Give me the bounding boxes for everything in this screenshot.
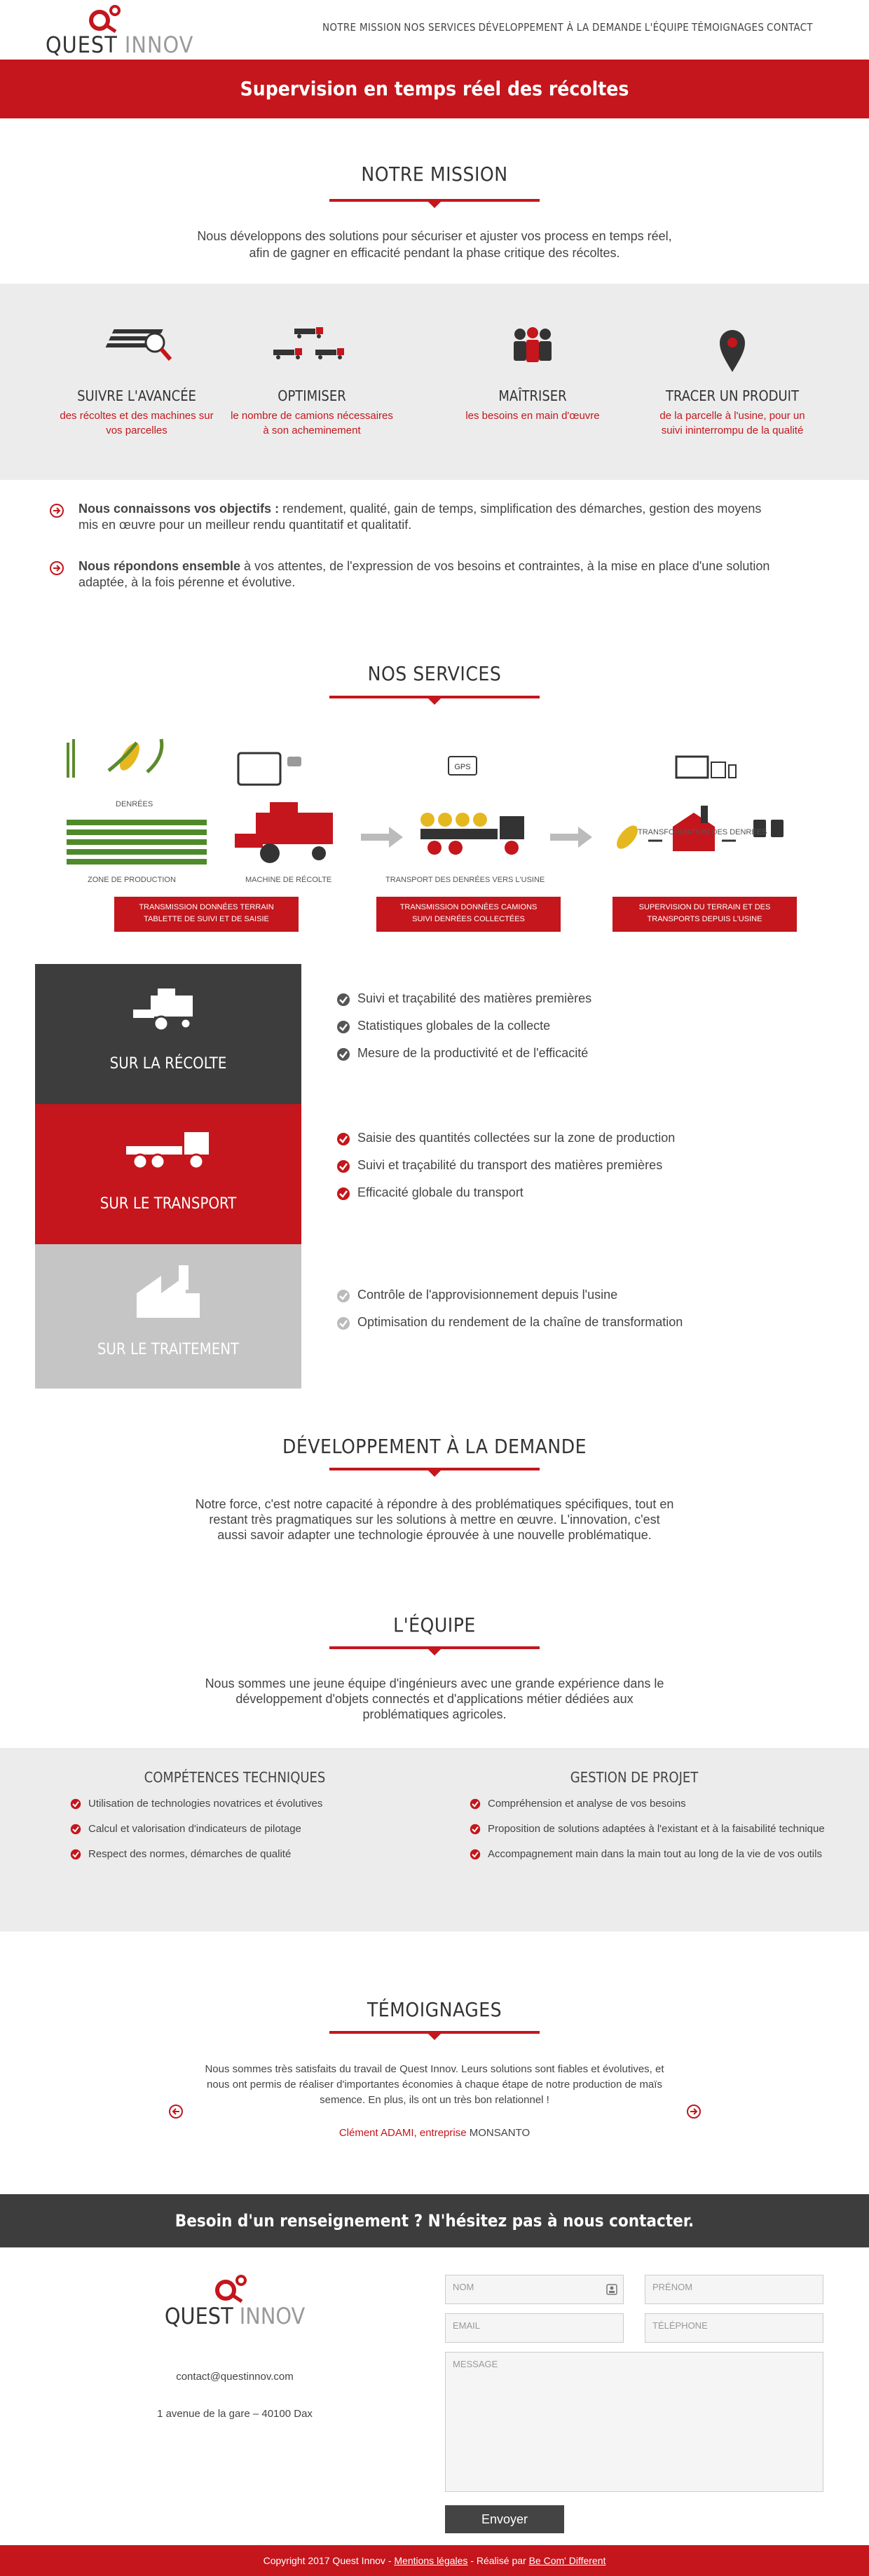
testimonials-title-underline xyxy=(329,2031,540,2034)
testimonial-quote-line-2: nous ont permis de réaliser d'importantes économies à chaque étape de notre production de maïs xyxy=(207,2079,662,2091)
main-nav xyxy=(322,21,813,34)
list-item-text: Accompagnement main dans la main tout au long de la vie de vos outils xyxy=(488,1848,822,1860)
check-circle-icon xyxy=(470,1849,481,1860)
list-item xyxy=(336,1158,675,1185)
list-item-text: Calcul et valorisation d'indicateurs de pilotage xyxy=(88,1823,301,1835)
telephone-field[interactable] xyxy=(645,2313,823,2343)
testimonial-prev-icon[interactable] xyxy=(168,2104,184,2119)
mission-bullet-objectifs-line-1 xyxy=(78,501,827,517)
footer-legal-link[interactable]: Mentions légales xyxy=(394,2555,468,2566)
testimonial-author-name: Clément ADAMI, entreprise xyxy=(338,2127,467,2139)
field-icon xyxy=(67,820,207,865)
service-box-terrain-line-2: TABLETTE DE SUIVI ET DE SAISIE xyxy=(144,915,269,923)
tile-traitement-list xyxy=(336,1288,683,1342)
contact-email[interactable]: contact@questinnov.com xyxy=(176,2371,294,2383)
team-text-line-2: développement d'objets connectés et d'applications métier dédiées aux xyxy=(235,1692,634,1706)
list-item xyxy=(336,1131,675,1158)
gps-label: GPS xyxy=(454,763,471,771)
service-box-supervision xyxy=(613,897,797,932)
team-col-gestion-title: GESTION DE PROJET xyxy=(570,1769,699,1786)
logo-mark-icon xyxy=(210,2273,252,2303)
check-circle-icon xyxy=(336,1316,350,1330)
list-item-text: Saisie des quantités collectées sur la zone de production xyxy=(357,1131,676,1145)
logo-mark-icon xyxy=(84,4,126,33)
diagram-label-transport: TRANSPORT DES DENRÉES VERS L'USINE xyxy=(385,876,545,884)
combine-harvester-icon xyxy=(235,802,333,863)
feature-suivre-desc-2: vos parcelles xyxy=(106,425,167,436)
team-col-competences-list xyxy=(70,1797,399,1873)
footer-logo xyxy=(161,2273,308,2329)
footer-logo-wordmark xyxy=(161,2303,308,2329)
testimonial-company: MONSANTO xyxy=(469,2127,531,2139)
contact-address: 1 avenue de la gare – 40100 Dax xyxy=(157,2408,313,2420)
list-item xyxy=(336,1046,591,1073)
combine-harvester-icon xyxy=(130,985,207,1034)
feature-maitriser-desc-1: les besoins en main d'œuvre xyxy=(465,410,600,422)
check-circle-icon xyxy=(336,1289,350,1303)
service-box-terrain xyxy=(114,897,299,932)
mission-bullet-repondons xyxy=(49,558,827,593)
list-item xyxy=(470,1822,827,1836)
check-circle-icon xyxy=(336,1187,350,1201)
list-item-text: Compréhension et analyse de vos besoins xyxy=(488,1798,686,1810)
mission-intro-line-1: Nous développons des solutions pour sécuriser et ajuster vos process en temps réel, xyxy=(197,229,672,243)
service-box-terrain-line-1: TRANSMISSION DONNÉES TERRAIN xyxy=(139,903,274,911)
feature-suivre-desc xyxy=(49,408,224,438)
testimonial-quote xyxy=(182,2062,687,2108)
mission-bullet-repondons-text xyxy=(78,558,827,591)
mission-bullet-objectifs-text-1: rendement, qualité, gain de temps, simplification des démarches, gestion des moyens xyxy=(279,502,762,516)
check-circle-icon xyxy=(336,1047,350,1061)
service-box-camions-line-1: TRANSMISSION DONNÉES CAMIONS xyxy=(399,903,538,911)
arrow-circle-icon xyxy=(49,503,64,518)
list-item xyxy=(70,1797,399,1811)
feature-optimiser xyxy=(224,326,399,438)
mission-features-band xyxy=(0,284,869,480)
tile-transport-list xyxy=(336,1131,675,1213)
trucks-icon xyxy=(263,326,361,375)
tile-traitement xyxy=(35,1244,301,1389)
feature-optimiser-desc xyxy=(224,408,399,438)
tile-recolte-list xyxy=(336,991,591,1073)
devices-icon xyxy=(676,757,736,778)
list-item xyxy=(70,1847,399,1861)
field-search-icon xyxy=(88,326,186,375)
factory-icon xyxy=(130,1262,207,1321)
team-icon xyxy=(484,326,582,375)
produce-icon xyxy=(67,739,162,778)
services-title-underline xyxy=(329,696,540,698)
list-item-text: Utilisation de technologies novatrices et évolutives xyxy=(88,1798,323,1810)
mission-intro-line-2: afin de gagner en efficacité pendant la phase critique des récoltes. xyxy=(249,246,620,260)
mission-bullet-repondons-text-1: à vos attentes, de l'expression de vos besoins et contraintes, à la mise en place d'une solution xyxy=(240,559,770,573)
footer-logo-word-quest: QUEST xyxy=(164,2303,233,2329)
logo-word-innov: INNOV xyxy=(124,32,194,58)
check-circle-icon xyxy=(336,1020,350,1034)
check-circle-icon xyxy=(70,1849,81,1860)
hero-title: Supervision en temps réel des récoltes xyxy=(240,77,629,100)
logo-wordmark xyxy=(46,32,193,58)
dev-text-line-3: aussi savoir adapter une technologie éprouvée à une nouvelle problématique. xyxy=(217,1528,652,1542)
service-box-camions-line-2: SUIVI DENRÉES COLLECTÉES xyxy=(412,915,525,923)
diagram-label-zone: ZONE DE PRODUCTION xyxy=(88,876,176,884)
tile-traitement-label: SUR LE TRAITEMENT xyxy=(97,1341,240,1358)
list-item xyxy=(336,991,591,1019)
feature-optimiser-desc-2: à son acheminement xyxy=(263,425,361,436)
site-footer xyxy=(0,2545,869,2576)
dev-title-underline xyxy=(329,1468,540,1470)
service-box-supervision-line-2: TRANSPORTS DEPUIS L'USINE xyxy=(647,915,762,923)
list-item xyxy=(336,1019,591,1046)
mission-bullet-objectifs xyxy=(49,501,827,536)
testimonial-author xyxy=(182,2125,687,2142)
diagram-label-denrees: DENRÉES xyxy=(116,800,153,808)
tablet-icon xyxy=(238,753,301,785)
tile-recolte-label: SUR LA RÉCOLTE xyxy=(109,1055,227,1073)
list-item xyxy=(336,1185,675,1213)
mission-bullet-objectifs-text xyxy=(78,501,827,533)
list-item xyxy=(336,1315,683,1342)
feature-maitriser-desc xyxy=(445,408,620,423)
services-process-diagram xyxy=(60,729,816,883)
nav-contact[interactable]: CONTACT xyxy=(767,21,813,34)
services-title: NOS SERVICES xyxy=(367,662,502,685)
list-item-text: Efficacité globale du transport xyxy=(357,1185,524,1199)
list-item xyxy=(470,1797,827,1811)
testimonial-next-icon[interactable] xyxy=(686,2104,702,2119)
check-circle-icon xyxy=(336,1159,350,1173)
contact-banner xyxy=(0,2194,869,2247)
mission-intro xyxy=(84,228,785,261)
dev-text xyxy=(119,1496,750,1543)
testimonials-title: TÉMOIGNAGES xyxy=(367,1998,502,2021)
service-box-camions xyxy=(376,897,561,932)
mission-bullet-repondons-line-1 xyxy=(78,558,827,574)
team-text-line-3: problématiques agricoles. xyxy=(362,1707,507,1721)
footer-logo-word-innov: INNOV xyxy=(239,2303,306,2329)
prenom-placeholder: PRÉNOM xyxy=(652,2282,693,2292)
team-title-underline xyxy=(329,1646,540,1649)
feature-maitriser xyxy=(445,326,620,423)
list-item xyxy=(336,1288,683,1315)
logo[interactable] xyxy=(46,4,194,58)
arrow-circle-icon xyxy=(49,560,64,576)
message-field[interactable] xyxy=(445,2352,823,2492)
submit-button[interactable]: Envoyer xyxy=(445,2505,564,2533)
list-item xyxy=(70,1822,399,1836)
check-circle-icon xyxy=(470,1798,481,1810)
nom-placeholder: NOM xyxy=(453,2282,474,2292)
list-item-text: Suivi et traçabilité du transport des matières premières xyxy=(357,1158,663,1172)
team-title: L'ÉQUIPE xyxy=(393,1613,476,1637)
email-placeholder: EMAIL xyxy=(453,2320,481,2331)
check-circle-icon xyxy=(470,1824,481,1835)
footer-copyright: Copyright 2017 Quest Innov - xyxy=(263,2555,395,2566)
mission-bullet-objectifs-line-2: mis en œuvre pour un meilleur rendu quantitatif et qualitatif. xyxy=(78,518,412,532)
team-columns-band xyxy=(0,1748,869,1931)
feature-tracer-desc xyxy=(645,408,820,438)
feature-optimiser-desc-1: le nombre de camions nécessaires xyxy=(231,410,393,422)
nav-temoignages[interactable]: TÉMOIGNAGES xyxy=(691,21,765,34)
feature-tracer-title: TRACER UN PRODUIT xyxy=(666,387,799,404)
tile-recolte xyxy=(35,964,301,1104)
nav-equipe[interactable]: L'ÉQUIPE xyxy=(644,21,690,34)
mission-bullet-repondons-bold: Nous répondons ensemble xyxy=(78,559,241,573)
hero-banner xyxy=(0,60,869,118)
service-box-supervision-line-1: SUPERVISION DU TERRAIN ET DES xyxy=(638,903,771,911)
list-item-text: Suivi et traçabilité des matières premières xyxy=(357,991,592,1005)
nav-developpement[interactable]: DÉVELOPPEMENT À LA DEMANDE xyxy=(478,21,642,34)
team-text-line-1: Nous sommes une jeune équipe d'ingénieurs avec une grande expérience dans le xyxy=(205,1676,664,1690)
mission-title: NOTRE MISSION xyxy=(361,163,508,186)
nom-field[interactable] xyxy=(445,2275,624,2304)
feature-tracer-desc-2: suivi ininterrompu de la qualité xyxy=(661,425,804,436)
check-circle-icon xyxy=(70,1824,81,1835)
feature-suivre-title: SUIVRE L'AVANCÉE xyxy=(77,387,196,404)
nav-notre-mission[interactable]: NOTRE MISSION xyxy=(322,21,402,34)
diagram-label-machine: MACHINE DE RÉCOLTE xyxy=(245,876,332,884)
testimonial-quote-line-3: semence. En plus, ils ont un très bon relationnel ! xyxy=(320,2094,549,2106)
nav-nos-services[interactable]: NOS SERVICES xyxy=(404,21,476,34)
diagram-label-transformation: TRANSFORMATION DES DENRÉES xyxy=(638,828,767,836)
feature-tracer-desc-1: de la parcelle à l'usine, pour un xyxy=(659,410,805,422)
mission-bullet-objectifs-bold: Nous connaissons vos objectifs : xyxy=(78,502,280,516)
list-item-text: Mesure de la productivité et de l'efficacité xyxy=(357,1046,589,1060)
list-item-text: Contrôle de l'approvisionnement depuis l'usine xyxy=(357,1288,618,1302)
check-circle-icon xyxy=(336,1132,350,1146)
mission-bullet-repondons-line-2: adaptée, à la fois pérenne et évolutive. xyxy=(78,575,296,589)
team-text xyxy=(119,1676,750,1722)
tile-transport-label: SUR LE TRANSPORT xyxy=(100,1195,237,1213)
truck-icon xyxy=(123,1125,214,1174)
check-circle-icon xyxy=(70,1798,81,1810)
testimonial-quote-line-1: Nous sommes très satisfaits du travail de Quest Innov. Leurs solutions sont fiables et évolutives, et xyxy=(205,2063,664,2075)
tile-transport xyxy=(35,1104,301,1244)
email-field[interactable] xyxy=(445,2313,624,2343)
list-item-text: Respect des normes, démarches de qualité xyxy=(88,1848,292,1860)
team-col-gestion-list xyxy=(470,1797,827,1873)
dev-text-line-2: restant très pragmatiques sur les solutions à mettre en œuvre. L'innovation, c'est xyxy=(209,1513,660,1527)
list-item-text: Optimisation du rendement de la chaîne de transformation xyxy=(357,1315,683,1329)
footer-agency-link[interactable]: Be Com' Different xyxy=(528,2555,606,2566)
list-item-text: Proposition de solutions adaptées à l'existant et à la faisabilité technique xyxy=(488,1823,825,1835)
location-pin-icon xyxy=(683,326,781,375)
feature-tracer xyxy=(645,326,820,438)
dev-title: DÉVELOPPEMENT À LA DEMANDE xyxy=(282,1435,587,1458)
list-item-text: Statistiques globales de la collecte xyxy=(357,1019,551,1033)
message-placeholder: MESSAGE xyxy=(453,2359,498,2369)
prenom-field[interactable] xyxy=(645,2275,823,2304)
contact-banner-text: Besoin d'un renseignement ? N'hésitez pas à nous contacter. xyxy=(175,2211,694,2231)
check-circle-icon xyxy=(336,993,350,1007)
feature-suivre-desc-1: des récoltes et des machines sur xyxy=(60,410,214,422)
mission-title-underline xyxy=(329,199,540,202)
logo-word-quest: QUEST xyxy=(46,32,118,58)
feature-suivre xyxy=(49,326,224,438)
list-item xyxy=(470,1847,827,1861)
dev-text-line-1: Notre force, c'est notre capacité à répondre à des problématiques spécifiques, tout en xyxy=(195,1497,674,1511)
site-header xyxy=(0,0,869,60)
contact-card-icon xyxy=(606,2284,617,2295)
feature-optimiser-title: OPTIMISER xyxy=(278,387,346,404)
footer-made-by: - Réalisé par xyxy=(467,2555,529,2566)
telephone-placeholder: TÉLÉPHONE xyxy=(652,2320,708,2331)
feature-maitriser-title: MAÎTRISER xyxy=(498,387,567,404)
truck-corn-icon xyxy=(420,813,524,855)
gps-icon xyxy=(449,757,477,775)
team-col-competences-title: COMPÉTENCES TECHNIQUES xyxy=(144,1769,326,1786)
